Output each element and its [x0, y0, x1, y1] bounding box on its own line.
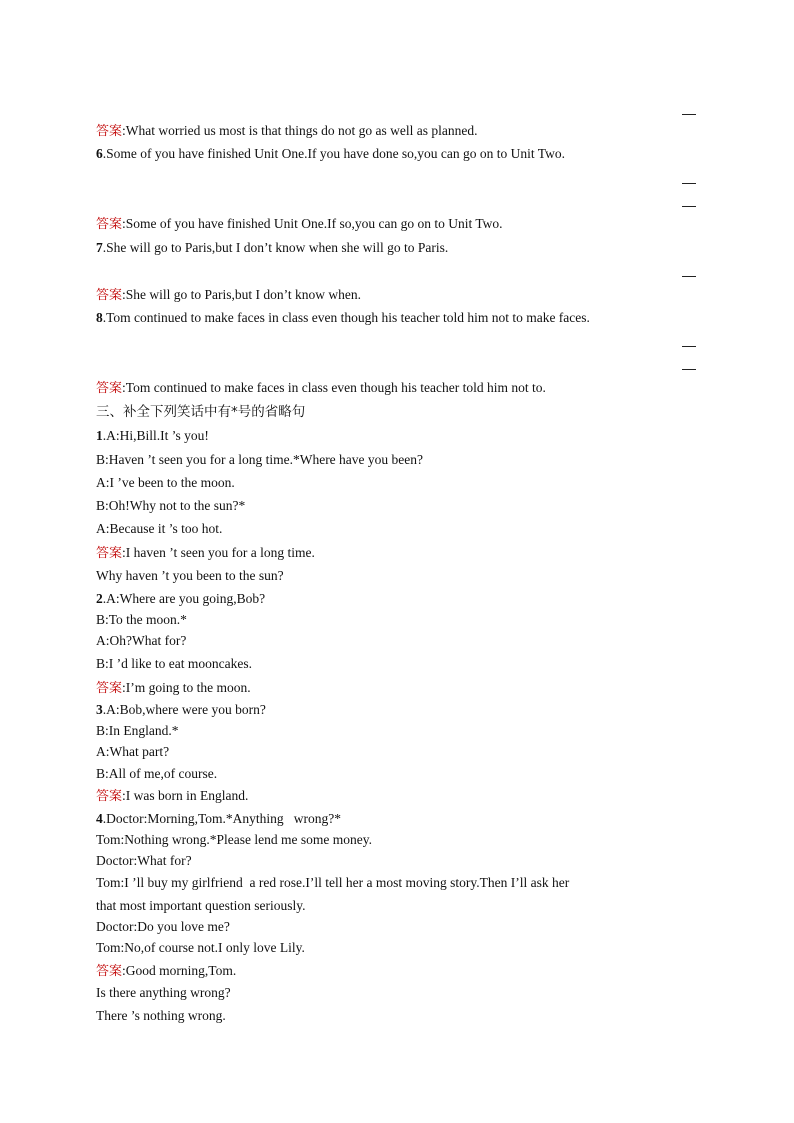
dialogue-line: that most important question seriously.	[96, 898, 306, 913]
answer-line: 答案:Tom continued to make faces in class even though his teacher told him not to.	[96, 380, 546, 396]
question-7: 7.She will go to Paris,but I don’t know when she will go to Paris.	[96, 240, 449, 255]
answer-line: 答案:I was born in England.	[96, 788, 249, 804]
joke-2: 2.A:Where are you going,Bob?	[96, 591, 266, 606]
dialogue-line: A:Oh?What for?	[96, 633, 187, 648]
dialogue-line: B:I ’d like to eat mooncakes.	[96, 656, 252, 671]
joke-1: 1.A:Hi,Bill.It ’s you!	[96, 428, 209, 443]
question-6: 6.Some of you have finished Unit One.If you have done so,you can go on to Unit Two.	[96, 146, 565, 161]
dialogue-line: B:Haven ’t seen you for a long time.*Where have you been?	[96, 452, 424, 467]
answer-line: 答案:I haven ’t seen you for a long time.	[96, 545, 315, 561]
answer-line: 答案:What worried us most is that things do not go as well as planned.	[96, 123, 478, 139]
dialogue-line: A:What part?	[96, 744, 170, 759]
answer-line: 答案:She will go to Paris,but I don’t know when.	[96, 287, 362, 303]
answer-blank-line	[682, 346, 696, 347]
answer-continuation: There ’s nothing wrong.	[96, 1008, 226, 1023]
dialogue-line: B:In England.*	[96, 723, 179, 738]
dialogue-line: Doctor:What for?	[96, 853, 192, 868]
dialogue-line: Tom:No,of course not.I only love Lily.	[96, 940, 305, 955]
dialogue-line: A:I ’ve been to the moon.	[96, 475, 235, 490]
joke-3: 3.A:Bob,where were you born?	[96, 702, 266, 717]
dialogue-line: B:Oh!Why not to the sun?*	[96, 498, 246, 513]
answer-line: 答案:I’m going to the moon.	[96, 680, 251, 696]
answer-line: 答案:Some of you have finished Unit One.If so,you can go on to Unit Two.	[96, 216, 503, 232]
dialogue-line: Tom:I ’ll buy my girlfriend a red rose.I’ll tell her a most moving story.Then I’ll ask her	[96, 875, 570, 890]
dialogue-line: Tom:Nothing wrong.*Please lend me some money.	[96, 832, 373, 847]
answer-blank-line	[682, 276, 696, 277]
answer-continuation: Is there anything wrong?	[96, 985, 231, 1000]
answer-blank-line	[682, 114, 696, 115]
answer-line: 答案:Good morning,Tom.	[96, 963, 237, 979]
answer-blank-line	[682, 369, 696, 370]
answer-blank-line	[682, 183, 696, 184]
answer-blank-line	[682, 206, 696, 207]
question-8: 8.Tom continued to make faces in class even though his teacher told him not to make faces.	[96, 310, 590, 325]
dialogue-line: B:To the moon.*	[96, 612, 187, 627]
dialogue-line: B:All of me,of course.	[96, 766, 218, 781]
dialogue-line: A:Because it ’s too hot.	[96, 521, 223, 536]
answer-continuation: Why haven ’t you been to the sun?	[96, 568, 284, 583]
section-3-title: 三、补全下列笑话中有*号的省略句	[96, 404, 306, 420]
dialogue-line: Doctor:Do you love me?	[96, 919, 230, 934]
joke-4: 4.Doctor:Morning,Tom.*Anything wrong?*	[96, 811, 342, 826]
